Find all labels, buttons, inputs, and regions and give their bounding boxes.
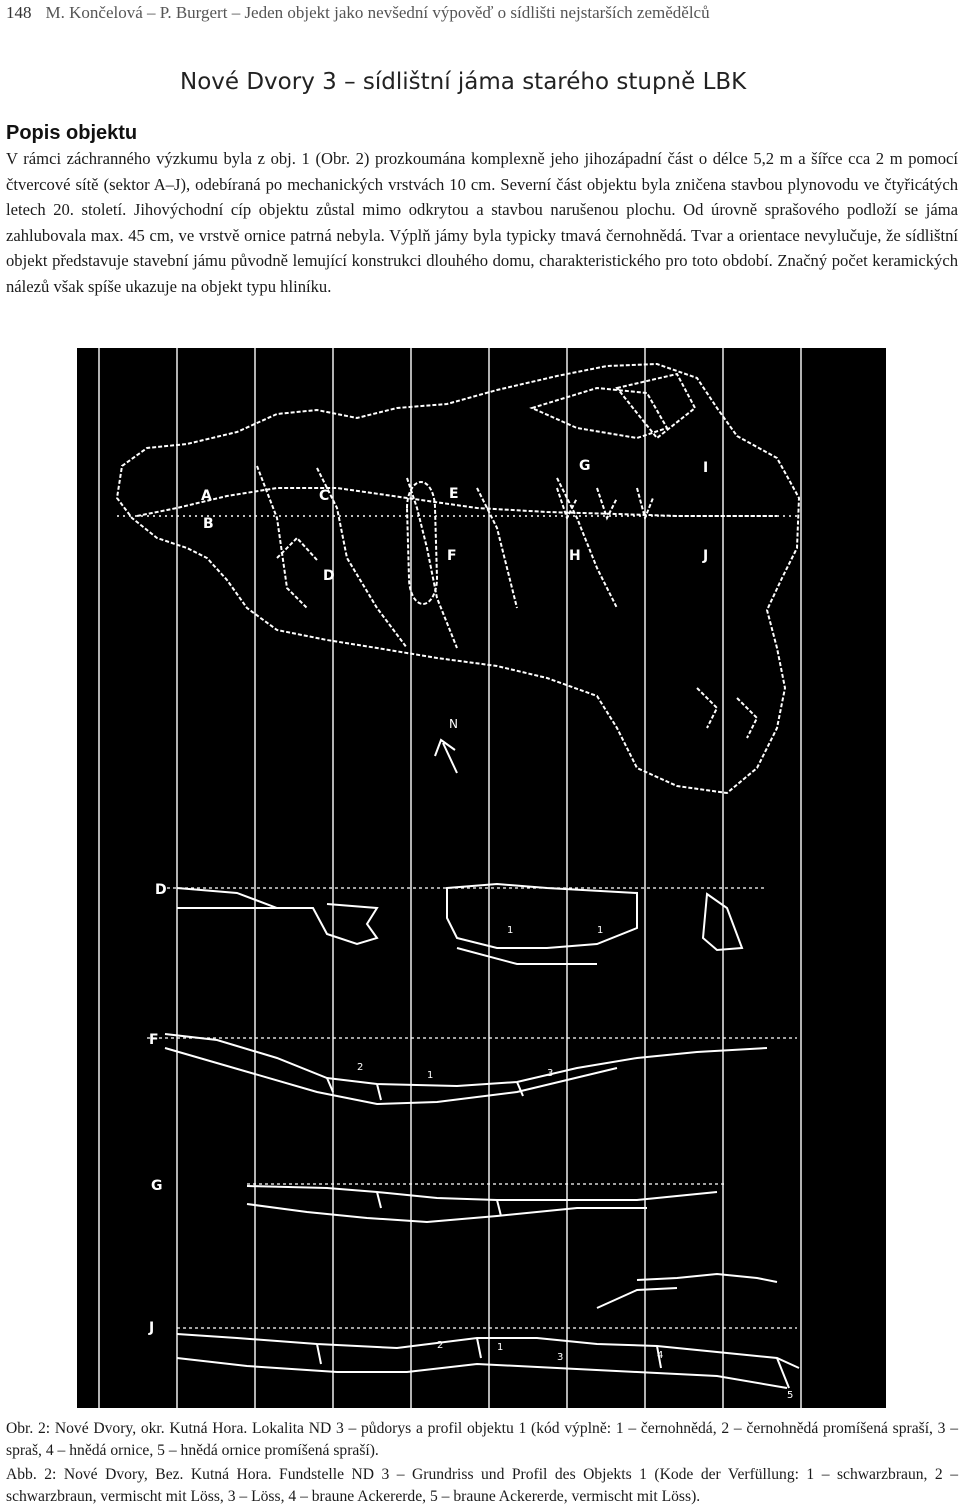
fill-code-4-8: 4 bbox=[657, 1350, 664, 1361]
north-arrow-icon bbox=[435, 740, 457, 773]
section-heading: Popis objektu bbox=[6, 122, 138, 144]
fill-code-1-2: 1 bbox=[427, 1070, 434, 1081]
profile-j bbox=[177, 1274, 799, 1388]
plan-sector-label-b: B bbox=[203, 516, 214, 532]
fill-code-5-9: 5 bbox=[787, 1390, 794, 1401]
figure-caption-german: Abb. 2: Nové Dvory, Bez. Kutná Hora. Fundstelle ND 3 – Grundriss und Profil des Objekts 1 (Kode der Verfüllung: 1 – schwarzbraun, 2 – schwarzbraun, vermischt mit Löss, 3 – Löss, 4 – braune Ackererde, 5 – braune Ackererde, vermischt mit Löss). bbox=[6, 1466, 958, 1505]
plan-sector-labels bbox=[201, 458, 708, 584]
plan-sector-label-i: I bbox=[703, 460, 709, 476]
profile-label-g: G bbox=[151, 1178, 163, 1194]
profile-labels bbox=[148, 882, 167, 1336]
fill-code-labels bbox=[357, 925, 793, 1401]
page-number: 148 bbox=[6, 3, 32, 22]
profile-label-d: D bbox=[155, 882, 167, 898]
north-arrow-label: N bbox=[449, 717, 458, 731]
ground-plan bbox=[117, 364, 799, 793]
running-head-title: M. Končelová – P. Burgert – Jeden objekt jako nevšední výpověď o sídlišti nejstarších zemědělců bbox=[45, 3, 710, 22]
profile-d bbox=[177, 884, 742, 964]
plan-sector-label-d: D bbox=[323, 568, 335, 584]
plan-sector-label-h: H bbox=[569, 548, 581, 564]
fill-code-2-3: 2 bbox=[357, 1062, 364, 1073]
running-head bbox=[6, 2, 956, 24]
fill-code-3-4: 3 bbox=[547, 1068, 554, 1079]
profile-label-f: F bbox=[149, 1032, 159, 1048]
plan-sector-label-g: G bbox=[579, 458, 591, 474]
plan-sector-label-f: F bbox=[447, 548, 457, 564]
grid-lines bbox=[99, 348, 801, 1408]
body-paragraph: V rámci záchranného výzkumu byla z obj. 1 (Obr. 2) prozkoumána komplexně jeho jihozápadní část o délce 5,2 m a šířce cca 2 m pomocí čtvercové sítě (sektor A–J), odebíraná po mechanických vrstvách 10 cm. Severní část objektu byla zničena stavbou plynovodu ve čtyřicátých letech 20. století. Jihovýchodní cíp objektu zůstal mimo odkrytou a stavbou narušenou plochu. Od úrovně sprašového podloží se jáma zahlubovala max. 45 cm, ve vrstvě ornice patrná nebyla. Výplň jámy byla typicky tmavá černohnědá. Tvar a orientace nevylučuje, že sídlištní objekt představuje stavební jámu původně lemující konstrukci dlouhého domu, charakteristického pro toto období. Značný počet keramických nálezů však spíše ukazuje na objekt typu hliníku. bbox=[6, 149, 958, 296]
fill-code-1-1: 1 bbox=[597, 925, 604, 936]
figure-caption-czech: Obr. 2: Nové Dvory, okr. Kutná Hora. Lokalita ND 3 – půdorys a profil objektu 1 (kód výplně: 1 – černohnědá, 2 – černohnědá promíšená spraší, 3 – spraš, 4 – hnědá ornice, 5 – hnědá ornice promíšená spraší). bbox=[6, 1420, 958, 1459]
fill-code-2-6: 2 bbox=[437, 1340, 444, 1351]
profile-g bbox=[247, 1186, 717, 1222]
plan-sector-label-j: J bbox=[703, 548, 709, 564]
article-title: Nové Dvory 3 – sídlištní jáma starého stupně LBK bbox=[180, 69, 747, 95]
plan-sector-label-a: A bbox=[201, 488, 212, 504]
figure-plan-and-profiles bbox=[77, 348, 886, 1408]
fill-code-1-0: 1 bbox=[507, 925, 514, 936]
figure-drawing bbox=[77, 348, 886, 1408]
fill-code-3-7: 3 bbox=[557, 1352, 564, 1363]
plan-sector-label-e: E bbox=[449, 486, 459, 502]
plan-sector-label-c: C bbox=[319, 488, 330, 504]
profile-label-j: J bbox=[149, 1320, 155, 1336]
fill-code-1-5: 1 bbox=[497, 1342, 504, 1353]
